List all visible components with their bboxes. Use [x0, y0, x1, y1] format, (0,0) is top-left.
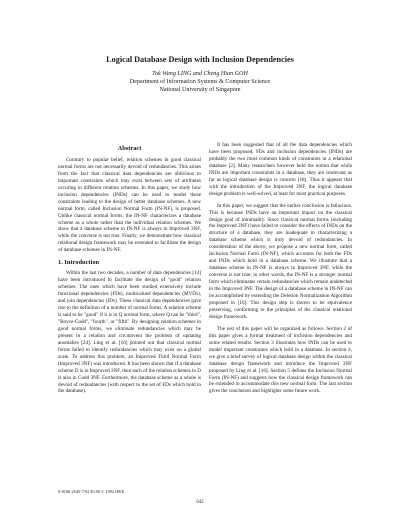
paper-title: Logical Database Design with Inclusion Dependencies: [106, 55, 294, 64]
left-column: [58, 146, 201, 400]
author-names: Tok Wang LING and Cheng Hian GOH: [152, 71, 248, 77]
abstract-text: Contrary to popular belief, relation schemes in good classical normal forms are not necessarily devoid of redundancies. This arises from the fact that classical data dependencies are oblivious to important constraints which may exist between sets of attributes occuring in different relation schemes. In this paper, we study how inclusion dependencies (INDs) can be used to model these constraints leading to the design of better database schemes. A new normal form, called Inclusion Normal Form (IN-NF), is proposed. Unlike classical normal forms, the IN-NF characterizes a database scheme as a whole rather than the individual relation schemes. We show that a database scheme in IN-NF is always in Improved 3NF, while the converse is not true. Finally, we demonstrate how classical relational design framework may be extended to facilitate the design of database schemes in IN-NF.: [58, 156, 201, 254]
page-number: 642: [196, 500, 204, 505]
affiliation-university: National University of Singapore: [159, 87, 241, 94]
right-column: [209, 142, 352, 400]
intro-paragraph: Within the last two decades, a number of data dependencies [14] have been introduced to facilitate the design of "good" relation schemes. The ones which have been studied extensively include functional dependencies (FDs), multivalued dependencies (MVDs), and join dependencies (JDs). These classical data dependencies gave rise to the definition of a number of normal forms. A relation scheme is said to be "good" if it is in Q normal form, where Q can be "third", "Boyce-Codd", "fourth", or "fifth". By designing relation schemes in good normal forms, we eliminate redundancies which may be present in a relation and circumvent the problem of updating anomalies [24]. Ling et al. [16] pointed out that classical normal forms failed to identify redundancies which may exist on a global scale. To address this problem, an Improved Third Normal Form (Improved 3NF) was introduced. It has been shown that if a database scheme D is in Improved 3NF, then each of the relation schemes in D is also in Codd 3NF. Furthermore, the database scheme as a whole is devoid of redundancies (with respect to the set of FDs which hold in the database).: [58, 270, 201, 395]
abstract-heading: Abstract: [117, 145, 142, 152]
body-paragraph-3: The rest of this paper will be organized as follows. Section 2 of this paper gives a formal treatment of inclusion dependencies and some related results. Section 3 illustrates how INDs can be used to model important constraints which hold in a database. In section 4, we give a brief survey of logical database design within the classical database design framework and introduce the Improved 3NF proposed by Ling et al. [16]. Section 5 defines the Inclusion Normal Form (IN-NF) and suggests how the classical design framework can be extended to accommodate this new normal form. The last section gives the conclusion and highlights some future work.: [209, 325, 352, 395]
copyright-code: 0-8186-2545-7/92 $3.00 © 1992 IEEE: [58, 489, 125, 494]
author-block: [0, 70, 400, 95]
affiliation-department: Department of Information Systems & Computer Science: [129, 79, 271, 86]
intro-heading: 1. Introduction: [58, 259, 100, 267]
body-paragraph-1: It has been suggested that of all the data dependencies which have been proposed, FDs and inclusion dependencies (INDs) are probably the two most common kinds of constraints in a relational database [2]. Many researchers however held the notion that while INDs are important constraints in a database, they are irrelevant as far as logical database design is concern [18]. Thus it appears that with the introduction of the Improved 3NF, the logical database design problem is well-solved, at least for most practical purposes.: [209, 142, 352, 197]
body-paragraph-2: In this paper, we suggest that the earlier conclusion is fallacious. This is because INDs have an important impact on the classical design goal of minimality. Since classical normal forms (including the Improved 3NF) have failed to consider the effects of INDs on the structure of a database, they are inadequate in characterizing a database scheme which is truly devoid of redundancies. In consideration of the above, we propose a new normal form, called Inclusion Normal Form (IN-NF), which accounts for both the FDs and INDs which hold in a database scheme. We illustrate that a database scheme in IN-NF is always in Improved 3NF, while the converse is not true; in other words, the IN-NF is a stronger normal form which eliminates certain redundancies which remain undetected in the Improved 3NF. The design of a database scheme in IN-NF can be accomplished by extending the Deletion Normalization Algorithm proposed in [16]. This design step is shown to be equivalence preserving, conforming to the principles of the classical relational design framework.: [209, 202, 352, 320]
